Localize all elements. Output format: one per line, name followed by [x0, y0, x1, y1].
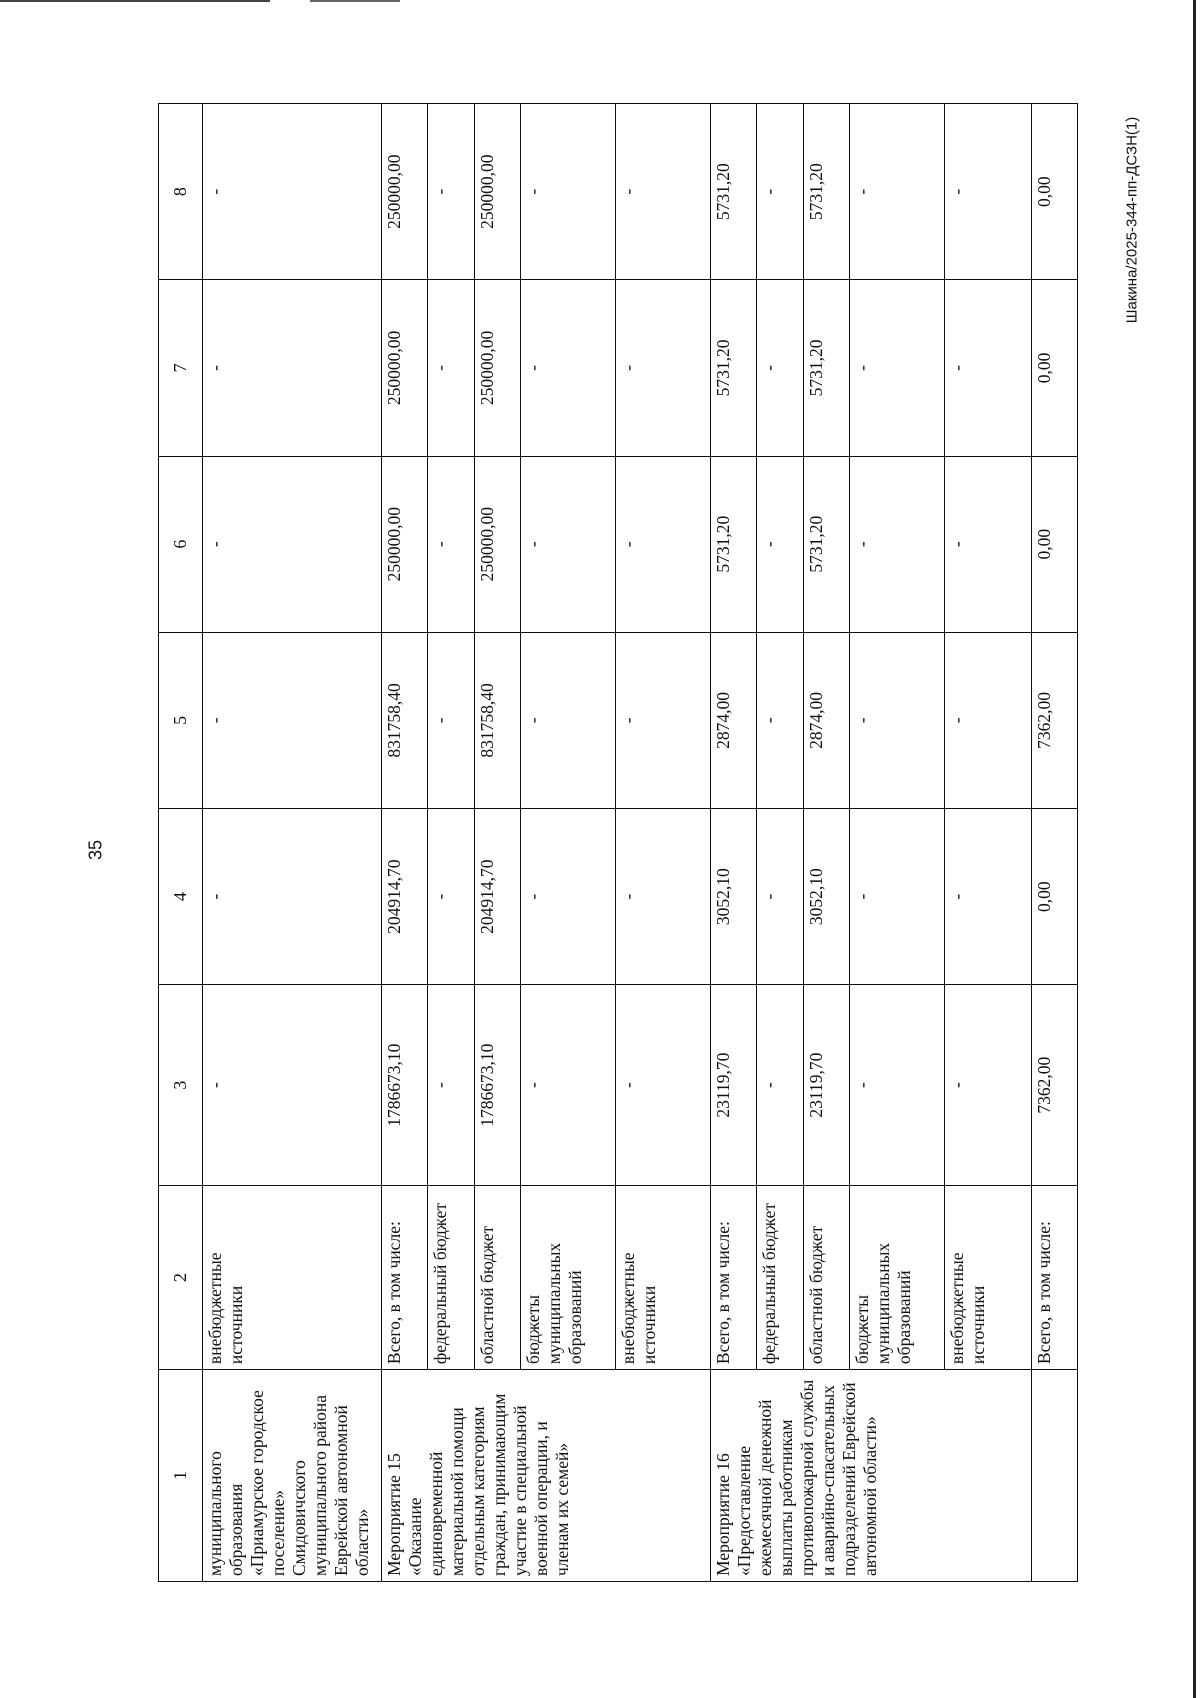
- value-cell: 5731,20: [710, 280, 756, 456]
- measure-name-cell: [1031, 1370, 1078, 1582]
- value-cell: -: [849, 632, 944, 808]
- value-cell: 831758,40: [474, 632, 520, 808]
- value-cell: -: [944, 280, 1031, 456]
- value-cell: 2874,00: [710, 632, 756, 808]
- value-cell: -: [615, 280, 710, 456]
- header-cell: 1: [159, 1370, 203, 1582]
- value-cell: 23119,70: [710, 985, 756, 1186]
- value-cell: -: [757, 456, 803, 632]
- header-cell: 5: [159, 632, 203, 808]
- header-cell: 4: [159, 809, 203, 985]
- value-cell: -: [757, 104, 803, 280]
- value-cell: -: [944, 985, 1031, 1186]
- funding-source-cell: Всего, в том числе:: [1031, 1186, 1078, 1370]
- table-row: [803, 104, 849, 1582]
- value-cell: 250000,00: [474, 456, 520, 632]
- value-cell: -: [849, 456, 944, 632]
- scan-border: [1193, 0, 1196, 1698]
- value-cell: 3052,10: [803, 809, 849, 985]
- value-cell: -: [944, 456, 1031, 632]
- value-cell: -: [520, 456, 615, 632]
- value-cell: -: [849, 280, 944, 456]
- value-cell: -: [849, 104, 944, 280]
- value-cell: 3052,10: [710, 809, 756, 985]
- table-row: [520, 104, 615, 1582]
- funding-source-cell: федеральный бюджет: [428, 1186, 474, 1370]
- value-cell: 831758,40: [381, 632, 427, 808]
- funding-source-cell: бюджеты муниципальных образований: [520, 1186, 615, 1370]
- table-row: [615, 104, 710, 1582]
- value-cell: -: [757, 632, 803, 808]
- rotated-table-container: [158, 103, 1078, 1582]
- page-number: 35: [85, 839, 106, 861]
- measure-name-cell: Мероприятие 15 «Оказание единовременной материальной помощи отдельным категориям граждан, принимающим участие в специальной военной операции, и членам их семей»: [381, 1370, 710, 1582]
- value-cell: -: [615, 985, 710, 1186]
- value-cell: 204914,70: [474, 809, 520, 985]
- value-cell: 1786673,10: [474, 985, 520, 1186]
- header-cell: 7: [159, 280, 203, 456]
- value-cell: -: [428, 280, 474, 456]
- value-cell: -: [428, 985, 474, 1186]
- header-cell: 6: [159, 456, 203, 632]
- value-cell: 0,00: [1031, 809, 1078, 985]
- value-cell: -: [428, 104, 474, 280]
- value-cell: 204914,70: [381, 809, 427, 985]
- header-cell: 2: [159, 1186, 203, 1370]
- measure-name-cell: муниципального образования «Приамурское городское поселение» Смидовичского муниципального района Еврейской автономной области»: [203, 1370, 381, 1582]
- value-cell: -: [203, 632, 381, 808]
- value-cell: -: [849, 985, 944, 1186]
- funding-source-cell: бюджеты муниципальных образований: [849, 1186, 944, 1370]
- value-cell: -: [615, 456, 710, 632]
- value-cell: 23119,70: [803, 985, 849, 1186]
- table-row: [849, 104, 944, 1582]
- value-cell: 5731,20: [710, 104, 756, 280]
- funding-source-cell: Всего, в том числе:: [710, 1186, 756, 1370]
- funding-source-cell: внебюджетные источники: [615, 1186, 710, 1370]
- measure-name-cell: Мероприятие 16 «Предоставление ежемесячной денежной выплаты работникам противопожарной службы и аварийно-спасательных подразделений Еврейской автономной области»: [710, 1370, 1031, 1582]
- scan-edge: [310, 0, 400, 2]
- funding-source-cell: областной бюджет: [474, 1186, 520, 1370]
- value-cell: -: [615, 809, 710, 985]
- value-cell: 250000,00: [381, 280, 427, 456]
- value-cell: 5731,20: [803, 104, 849, 280]
- value-cell: -: [428, 456, 474, 632]
- table-row: [944, 104, 1031, 1582]
- value-cell: 5731,20: [803, 456, 849, 632]
- value-cell: 7362,00: [1031, 632, 1078, 808]
- funding-source-cell: Всего, в том числе:: [381, 1186, 427, 1370]
- funding-source-cell: внебюджетные источники: [203, 1186, 381, 1370]
- value-cell: -: [944, 809, 1031, 985]
- value-cell: -: [520, 632, 615, 808]
- table-row: [757, 104, 803, 1582]
- value-cell: 0,00: [1031, 104, 1078, 280]
- funding-source-cell: областной бюджет: [803, 1186, 849, 1370]
- scan-edge: [0, 0, 270, 2]
- table-row: [710, 104, 756, 1582]
- value-cell: 5731,20: [710, 456, 756, 632]
- funding-source-cell: внебюджетные источники: [944, 1186, 1031, 1370]
- value-cell: 5731,20: [803, 280, 849, 456]
- value-cell: -: [203, 280, 381, 456]
- value-cell: 0,00: [1031, 280, 1078, 456]
- value-cell: 2874,00: [803, 632, 849, 808]
- value-cell: -: [520, 104, 615, 280]
- value-cell: -: [203, 456, 381, 632]
- value-cell: -: [757, 280, 803, 456]
- value-cell: -: [428, 632, 474, 808]
- value-cell: -: [757, 809, 803, 985]
- value-cell: -: [849, 809, 944, 985]
- table-row: [1031, 104, 1078, 1582]
- value-cell: -: [615, 104, 710, 280]
- table-header-row: [159, 104, 203, 1582]
- value-cell: -: [203, 809, 381, 985]
- value-cell: -: [428, 809, 474, 985]
- value-cell: -: [203, 985, 381, 1186]
- table-row: [381, 104, 427, 1582]
- header-cell: 3: [159, 985, 203, 1186]
- value-cell: 250000,00: [474, 104, 520, 280]
- value-cell: 250000,00: [474, 280, 520, 456]
- value-cell: 7362,00: [1031, 985, 1078, 1186]
- value-cell: -: [615, 632, 710, 808]
- value-cell: 0,00: [1031, 456, 1078, 632]
- table-row: [428, 104, 474, 1582]
- value-cell: -: [520, 809, 615, 985]
- value-cell: 250000,00: [381, 456, 427, 632]
- budget-table: [158, 103, 1078, 1582]
- value-cell: 1786673,10: [381, 985, 427, 1186]
- value-cell: -: [203, 104, 381, 280]
- value-cell: -: [944, 632, 1031, 808]
- table-row: [203, 104, 381, 1582]
- value-cell: -: [944, 104, 1031, 280]
- value-cell: -: [757, 985, 803, 1186]
- value-cell: -: [520, 985, 615, 1186]
- document-code: Шакина/2025-344-пп-ДСЗН(1): [1123, 116, 1141, 324]
- value-cell: 250000,00: [381, 104, 427, 280]
- header-cell: 8: [159, 104, 203, 280]
- funding-source-cell: федеральный бюджет: [757, 1186, 803, 1370]
- value-cell: -: [520, 280, 615, 456]
- table-row: [474, 104, 520, 1582]
